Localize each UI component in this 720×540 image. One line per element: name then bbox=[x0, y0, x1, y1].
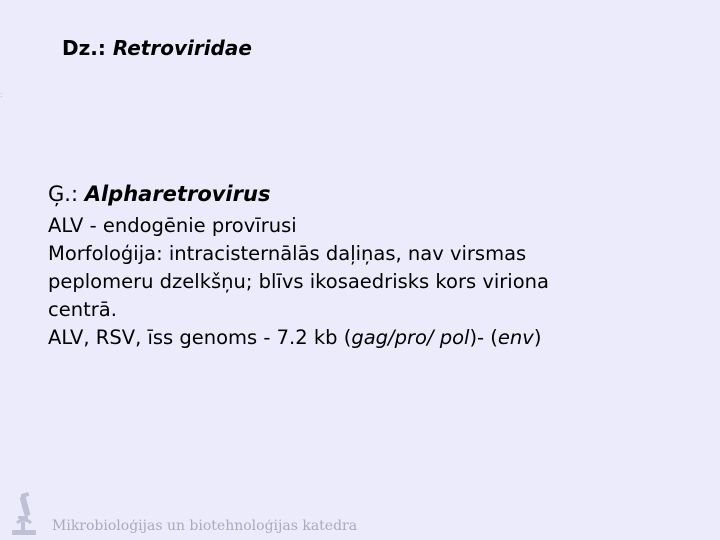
genome-separator: )- ( bbox=[469, 326, 498, 349]
footer bbox=[8, 490, 357, 536]
body-line-2: Morfoloģija: intracisternālās daļiņas, nav virsmas bbox=[48, 242, 527, 265]
body-text bbox=[48, 212, 648, 352]
microscope-icon bbox=[8, 492, 40, 536]
footer-text: Mikrobioloģijas un biotehnoloģijas katedra bbox=[52, 518, 358, 534]
body-line-4: centrā. bbox=[48, 298, 117, 321]
body-line-3: peplomeru dzelkšņu; blīvs ikosaedrisks kors viriona bbox=[48, 270, 549, 293]
family-prefix: Dz.: bbox=[62, 36, 106, 60]
genus-prefix: Ģ.: bbox=[48, 182, 79, 206]
body-line-1: ALV - endogēnie provīrusi bbox=[48, 214, 297, 237]
body-line-5 bbox=[48, 324, 648, 352]
family-name: Retroviridae bbox=[112, 36, 252, 60]
gag-pro-pol-genes: gag/pro/ pol bbox=[351, 326, 470, 349]
family-title bbox=[62, 36, 252, 60]
genus-heading bbox=[48, 182, 270, 206]
env-gene: env bbox=[497, 326, 534, 349]
genome-close: ) bbox=[533, 326, 542, 349]
genus-name: Alpharetrovirus bbox=[84, 182, 271, 206]
genome-text: ALV, RSV, īss genoms - 7.2 kb ( bbox=[48, 326, 352, 349]
edge-mark: : bbox=[0, 90, 3, 99]
